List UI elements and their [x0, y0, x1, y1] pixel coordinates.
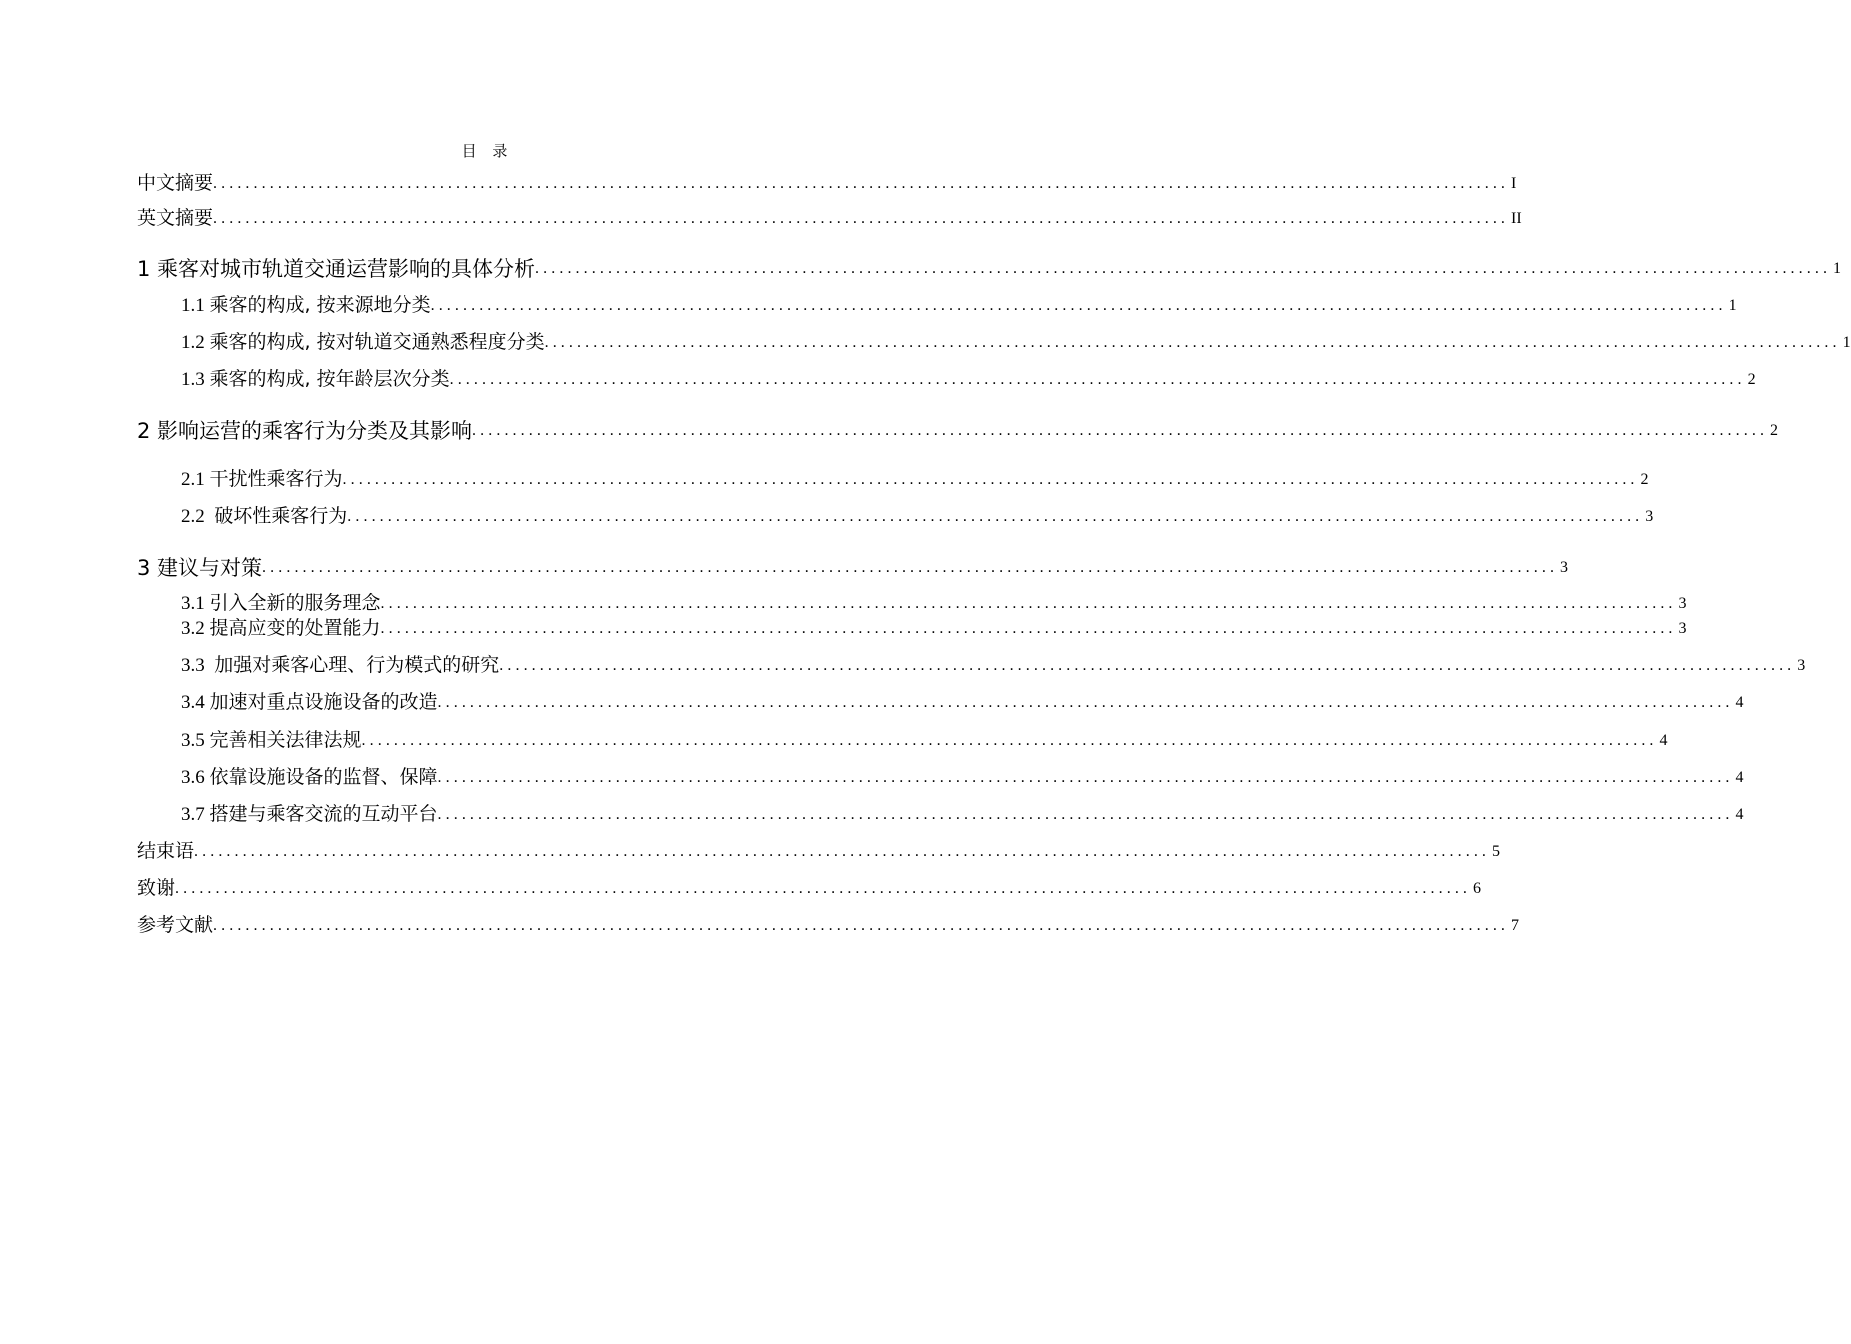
- page-number: 4: [1735, 806, 1744, 823]
- dot-leader: ................................................................................................................................................................: [342, 471, 1639, 488]
- dot-leader: ................................................................................................................................................................: [347, 508, 1644, 525]
- toc-entry-section-1-1[interactable]: [181, 292, 1737, 318]
- toc-entry-section-3-4[interactable]: [181, 689, 1744, 715]
- toc-entry-english-abstract[interactable]: [137, 205, 1522, 231]
- toc-entry-conclusion[interactable]: [137, 838, 1501, 864]
- toc-entry-label: 3.2 提高应变的处置能力: [181, 617, 381, 639]
- dot-leader: ................................................................................................................................................................: [194, 843, 1491, 860]
- dot-leader: ................................................................................................................................................................: [213, 175, 1510, 192]
- toc-entry-section-3-3[interactable]: [181, 652, 1806, 678]
- toc-entry-acknowledgements[interactable]: [137, 875, 1482, 901]
- page-number: 5: [1492, 843, 1501, 860]
- dot-leader: ................................................................................................................................................................: [437, 694, 1734, 711]
- toc-entry-label: 参考文献: [137, 914, 214, 936]
- page-number: 3: [1560, 559, 1569, 576]
- page-number: 4: [1735, 694, 1744, 711]
- toc-entry-section-2-1[interactable]: [181, 466, 1649, 492]
- toc-entry-section-3-6[interactable]: [181, 764, 1744, 790]
- page-number: II: [1511, 210, 1522, 227]
- toc-entry-label: 致谢: [137, 877, 176, 899]
- toc-entry-chapter-1[interactable]: [137, 255, 1842, 281]
- toc-entry-section-1-3[interactable]: [181, 366, 1756, 392]
- toc-entry-chapter-3[interactable]: [137, 554, 1569, 580]
- page-number: 3: [1645, 508, 1654, 525]
- toc-entry-section-3-5[interactable]: [181, 727, 1668, 753]
- toc-entry-label: 1.3 乘客的构成, 按年龄层次分类: [181, 368, 450, 390]
- toc-entry-label: 3.4 加速对重点设施设备的改造: [181, 691, 438, 713]
- page-number: I: [1511, 175, 1517, 192]
- page-number: 2: [1770, 422, 1779, 439]
- toc-entry-label: 3.7 搭建与乘客交流的互动平台: [181, 803, 438, 825]
- toc-entry-section-1-2[interactable]: [181, 329, 1851, 355]
- dot-leader: ................................................................................................................................................................: [535, 260, 1832, 277]
- toc-entry-label: 3.1 引入全新的服务理念: [181, 592, 381, 614]
- dot-leader: ................................................................................................................................................................: [544, 334, 1841, 351]
- dot-leader: ................................................................................................................................................................: [380, 595, 1677, 612]
- dot-leader: ................................................................................................................................................................: [213, 917, 1510, 934]
- toc-entry-label: 3 建议与对策: [137, 556, 263, 580]
- toc-entry-references[interactable]: [137, 912, 1520, 938]
- toc-entry-section-3-1[interactable]: [181, 590, 1687, 616]
- dot-leader: ................................................................................................................................................................: [499, 657, 1796, 674]
- toc-entry-label: 3.3 加强对乘客心理、行为模式的研究: [181, 654, 500, 676]
- page-number: 4: [1659, 732, 1668, 749]
- toc-entry-section-3-2[interactable]: [181, 615, 1687, 641]
- page-number: 2: [1640, 471, 1649, 488]
- toc-entry-label: 1.1 乘客的构成, 按来源地分类: [181, 294, 431, 316]
- dot-leader: ................................................................................................................................................................: [361, 732, 1658, 749]
- toc-entry-label: 英文摘要: [137, 207, 214, 229]
- dot-leader: ................................................................................................................................................................: [437, 769, 1734, 786]
- page-number: 3: [1678, 620, 1687, 637]
- dot-leader: ................................................................................................................................................................: [380, 620, 1677, 637]
- dot-leader: ................................................................................................................................................................: [213, 210, 1510, 227]
- toc-entry-label: 中文摘要: [137, 172, 214, 194]
- toc-entry-label: 2.2 破坏性乘客行为: [181, 505, 348, 527]
- dot-leader: ................................................................................................................................................................: [262, 559, 1559, 576]
- page-number: 3: [1797, 657, 1806, 674]
- toc-entry-label: 1 乘客对城市轨道交通运营影响的具体分析: [137, 257, 536, 281]
- toc-entry-label: 3.5 完善相关法律法规: [181, 729, 362, 751]
- dot-leader: ................................................................................................................................................................: [430, 297, 1727, 314]
- page-number: 4: [1735, 769, 1744, 786]
- page-number: 2: [1747, 371, 1756, 388]
- toc-entry-label: 2.1 干扰性乘客行为: [181, 468, 343, 490]
- toc-entry-label: 结束语: [137, 840, 195, 862]
- toc-entry-chinese-abstract[interactable]: [137, 170, 1517, 196]
- page-number: 6: [1473, 880, 1482, 897]
- page-number: 1: [1842, 334, 1851, 351]
- dot-leader: ................................................................................................................................................................: [449, 371, 1746, 388]
- page-number: 1: [1833, 260, 1842, 277]
- dot-leader: ................................................................................................................................................................: [175, 880, 1472, 897]
- toc-entry-chapter-2[interactable]: [137, 417, 1779, 443]
- toc-entry-section-2-2[interactable]: [181, 503, 1654, 529]
- toc-title: 目 录: [461, 144, 514, 160]
- dot-leader: ................................................................................................................................................................: [472, 422, 1769, 439]
- toc-entry-section-3-7[interactable]: [181, 801, 1744, 827]
- toc-entry-label: 1.2 乘客的构成, 按对轨道交通熟悉程度分类: [181, 331, 545, 353]
- page-number: 3: [1678, 595, 1687, 612]
- page-number: 7: [1511, 917, 1520, 934]
- toc-entry-label: 3.6 依靠设施设备的监督、保障: [181, 766, 438, 788]
- toc-entry-label: 2 影响运营的乘客行为分类及其影响: [137, 419, 473, 443]
- page-number: 1: [1728, 297, 1737, 314]
- dot-leader: ................................................................................................................................................................: [437, 806, 1734, 823]
